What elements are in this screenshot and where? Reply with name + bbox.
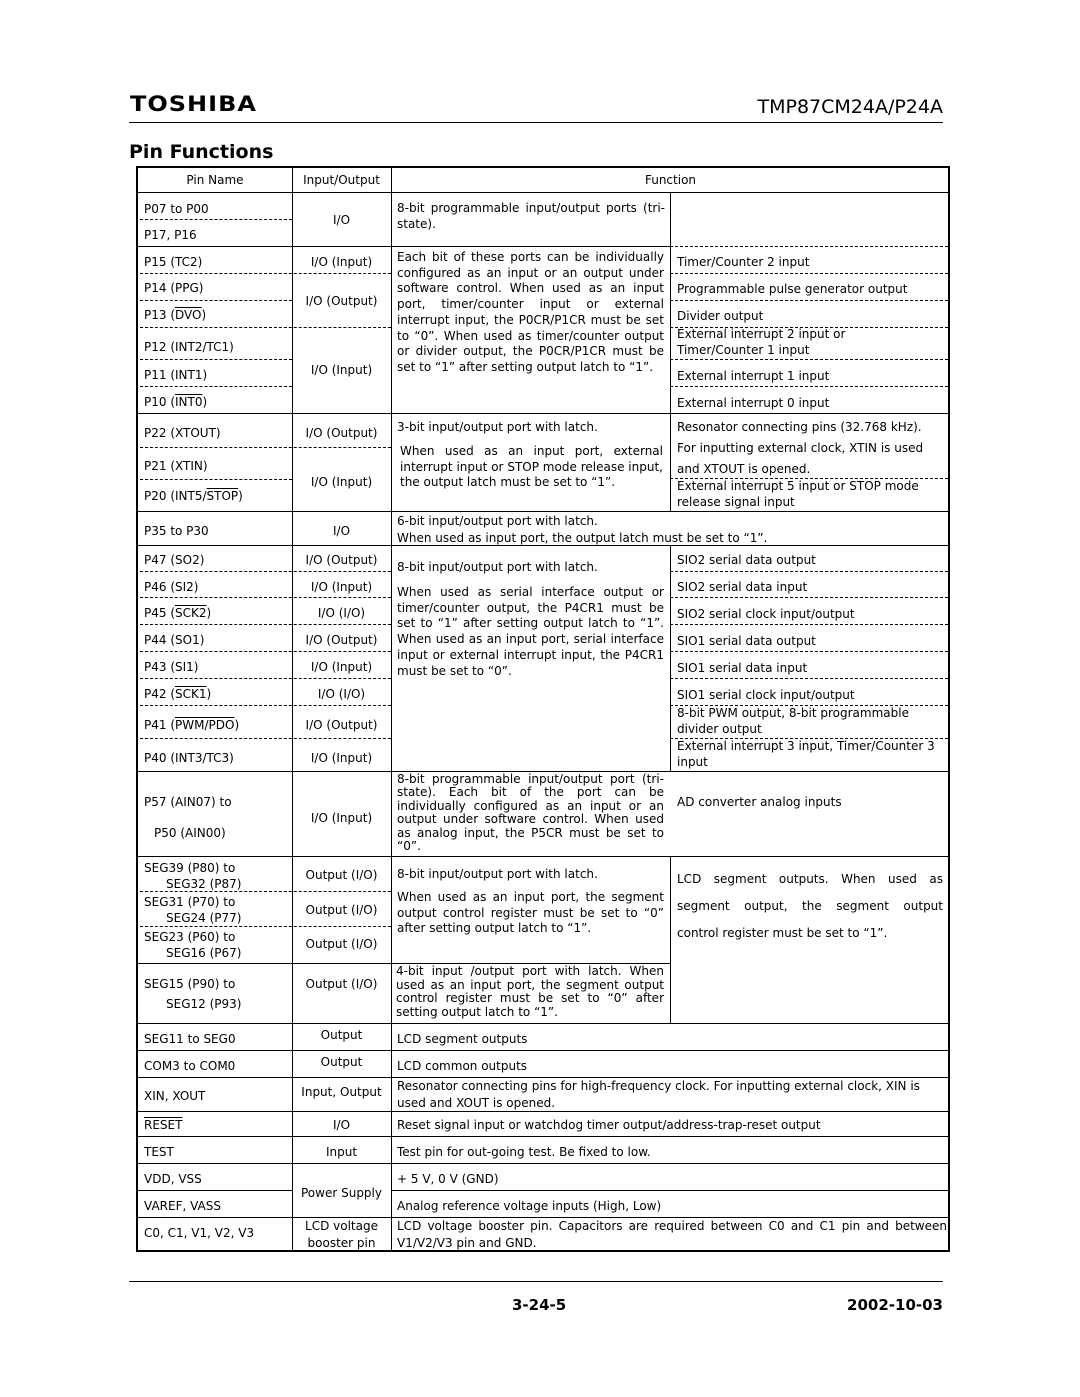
special-p21-b: and XTOUT is opened. (677, 462, 811, 476)
dash-rule (670, 597, 948, 598)
io-p41: I/O (Output) (305, 718, 378, 732)
dash-rule (670, 300, 948, 301)
pin-p12: P12 (INT2/TC1) (144, 340, 234, 354)
row-rule (138, 856, 948, 857)
pin-seg39: SEG39 (P80) to (144, 861, 236, 875)
sub-col-divider (670, 856, 671, 1024)
pin-test: TEST (144, 1145, 174, 1159)
dash-rule (140, 447, 391, 448)
io-p47: I/O (Output) (305, 553, 378, 567)
pin-p14: P14 (PPG) (144, 281, 204, 295)
function-p1: Each bit of these ports can be individually configured as an input or an output under software control. When used as an input port, timer/counter input or external interrupt input, the P0CR/P1CR must be set to “0”. When used as timer/counter output or divider output, the P0CR/P1CR must be set to “1” after setting output latch to “1”. (397, 250, 664, 374)
function-reset: Reset signal input or watchdog timer output/address-trap-reset output (397, 1118, 821, 1132)
special-p44: SIO1 serial data output (677, 634, 816, 648)
pin-c0: C0, C1, V1, V2, V3 (144, 1226, 255, 1240)
dash-rule (140, 327, 391, 328)
brand-logo: TOSHIBA (130, 91, 257, 117)
dash-rule (140, 926, 391, 927)
header-io: Input/Output (303, 173, 380, 187)
function-p4-b: When used as serial interface output or timer/counter output, the P4CR1 must be set to “1” after setting output latch to “1”. When used as an input port, serial interface input or external interrupt input, the P4CR1 must be set to “0”. (397, 585, 664, 678)
dash-rule (140, 359, 292, 360)
pin-p41: P41 (PWM/PDO) (144, 718, 240, 732)
dash-rule (670, 273, 948, 274)
io-seg23: Output (I/O) (305, 937, 378, 951)
io-p14: I/O (Output) (305, 294, 378, 308)
io-p45: I/O (I/O) (317, 606, 366, 620)
pin-com: COM3 to COM0 (144, 1059, 236, 1073)
pin-p20: P20 (INT5/STOP) (144, 489, 243, 503)
io-p40: I/O (Input) (310, 751, 373, 765)
dash-rule (140, 571, 391, 572)
special-p40: External interrupt 3 input, Timer/Counter 3 input (677, 739, 935, 769)
io-c0-b: booster pin (307, 1236, 376, 1250)
function-p4-a: 8-bit input/output port with latch. (397, 560, 598, 574)
io-p44: I/O (Output) (305, 633, 378, 647)
io-seg31: Output (I/O) (305, 903, 378, 917)
io-seg15: Output (I/O) (305, 977, 378, 991)
io-p42: I/O (I/O) (317, 687, 366, 701)
pin-p50: P50 (AIN00) (154, 826, 226, 840)
io-reset: I/O (332, 1118, 351, 1132)
row-rule (138, 1050, 948, 1051)
io-p3: I/O (332, 524, 351, 538)
special-p11: External interrupt 1 input (677, 369, 830, 383)
pin-p35: P35 to P30 (144, 524, 209, 538)
model-number: TMP87CM24A/P24A (757, 96, 943, 118)
dash-rule (670, 359, 948, 360)
io-p12: I/O (Input) (310, 363, 373, 377)
dash-rule (670, 571, 948, 572)
pin-seg12: SEG12 (P93) (166, 997, 242, 1011)
dash-rule (140, 891, 391, 892)
dash-rule (140, 386, 292, 387)
special-p15: Timer/Counter 2 input (677, 255, 810, 269)
section-title: Pin Functions (129, 141, 274, 163)
special-p45: SIO2 serial clock input/output (677, 607, 855, 621)
row-rule (391, 1190, 948, 1191)
io-p21: I/O (Input) (310, 475, 373, 489)
io-seg39: Output (I/O) (305, 868, 378, 882)
pin-seg16: SEG16 (P67) (166, 946, 242, 960)
pin-p07: P07 to P00 (144, 202, 209, 216)
io-xin: Input, Output (301, 1085, 382, 1099)
row-rule (138, 1136, 948, 1137)
footer-rule (129, 1281, 943, 1282)
function-vdd: + 5 V, 0 V (GND) (397, 1172, 499, 1186)
function-seg11: LCD segment outputs (397, 1032, 528, 1046)
header-function: Function (644, 173, 697, 187)
pin-p47: P47 (SO2) (144, 553, 205, 567)
io-p22: I/O (Output) (305, 426, 378, 440)
row-rule (138, 246, 670, 247)
dash-rule (140, 273, 391, 274)
function-test: Test pin for out-going test. Be fixed to low. (397, 1145, 651, 1159)
function-seg-b: When used as an input port, the segment output control register must be set to “0” after setting output latch to “1”. (397, 890, 664, 936)
dash-rule (140, 300, 292, 301)
special-p22: Resonator connecting pins (32.768 kHz). (677, 420, 922, 434)
pin-vdd: VDD, VSS (144, 1172, 202, 1186)
special-p46: SIO2 serial data input (677, 580, 808, 594)
io-c0-a: LCD voltage (305, 1219, 378, 1233)
dash-rule (140, 479, 292, 480)
pin-seg15: SEG15 (P90) to (144, 977, 236, 991)
dash-rule (140, 624, 391, 625)
special-p10: External interrupt 0 input (677, 396, 830, 410)
function-p2-b: When used as an input port, external interrupt input or STOP mode release input, the output latch must be set to “1”. (400, 444, 663, 490)
row-rule (138, 1111, 948, 1112)
dash-rule (140, 705, 391, 706)
io-p46: I/O (Input) (310, 580, 373, 594)
pin-seg31: SEG31 (P70) to (144, 895, 236, 909)
dash-rule (140, 678, 391, 679)
row-rule (138, 1190, 292, 1191)
dash-rule (670, 246, 948, 247)
special-p21-a: For inputting external clock, XTIN is used (677, 441, 924, 455)
pin-p43: P43 (SI1) (144, 660, 199, 674)
pin-p46: P46 (SI2) (144, 580, 199, 594)
header-rule (129, 122, 943, 123)
special-p14: Programmable pulse generator output (677, 282, 908, 296)
function-varef: Analog reference voltage inputs (High, Low) (397, 1199, 662, 1213)
special-p41: 8-bit PWM output, 8-bit programmable divider output (677, 706, 909, 736)
special-p13: Divider output (677, 309, 764, 323)
page-number: 3-24-5 (512, 1296, 567, 1314)
header-pin-name: Pin Name (186, 173, 244, 187)
pin-p57: P57 (AIN07) to (144, 795, 232, 809)
function-p3-b: When used as input port, the output latch must be set to “1”. (397, 531, 768, 545)
pin-p21: P21 (XTIN) (144, 459, 208, 473)
special-p42: SIO1 serial clock input/output (677, 688, 855, 702)
io-test: Input (325, 1145, 358, 1159)
function-c0: LCD voltage booster pin. Capacitors are required between C0 and C1 pin and between V1/V2/V3 pin and GND. (397, 1219, 947, 1250)
dash-rule (140, 651, 391, 652)
dash-rule (670, 386, 948, 387)
pin-p42: P42 (SCK1) (144, 687, 212, 701)
special-seg: LCD segment outputs. When used as segment output, the segment output control register must be set to “1”. (677, 872, 943, 940)
pin-functions-table (136, 166, 950, 1252)
dash-rule (140, 738, 391, 739)
pin-p11: P11 (INT1) (144, 368, 208, 382)
io-p0: I/O (332, 213, 351, 227)
function-p2-a: 3-bit input/output port with latch. (397, 420, 598, 434)
special-p12: External interrupt 2 input or Timer/Counter 1 input (677, 327, 846, 357)
io-p5: I/O (Input) (310, 811, 373, 825)
col-divider (391, 168, 392, 1250)
pin-seg32: SEG32 (P87) (166, 877, 242, 891)
function-seg-a: 8-bit input/output port with latch. (397, 867, 598, 881)
dash-rule (140, 597, 391, 598)
pin-p44: P44 (SO1) (144, 633, 205, 647)
io-com: Output (320, 1055, 363, 1069)
pin-varef: VAREF, VASS (144, 1199, 221, 1213)
pin-p22: P22 (XTOUT) (144, 426, 221, 440)
dash-rule (670, 678, 948, 679)
row-rule (138, 1023, 948, 1024)
special-p47: SIO2 serial data output (677, 553, 816, 567)
pin-p40: P40 (INT3/TC3) (144, 751, 234, 765)
io-power: Power Supply (301, 1186, 382, 1200)
pin-p10: P10 (INT0) (144, 395, 208, 409)
function-seg15: 4-bit input /output port with latch. When used as an input port, the segment output control register must be set to “0” after setting output latch to “1”. (396, 964, 664, 1019)
special-p5: AD converter analog inputs (677, 795, 842, 809)
function-xin: Resonator connecting pins for high-frequency clock. For inputting external clock, XIN is used and XOUT is opened. (397, 1079, 920, 1110)
function-p3-a: 6-bit input/output port with latch. (397, 514, 598, 528)
function-p0: 8-bit programmable input/output ports (tri-state). (397, 201, 665, 231)
sub-col-divider (670, 193, 671, 511)
special-p20: External interrupt 5 input or STOP mode release signal input (677, 479, 919, 509)
pin-seg24: SEG24 (P77) (166, 911, 242, 925)
function-p5: 8-bit programmable input/output port (tri-state). Each bit of the port can be individually configured as an input or an output under software control. When used as analog input, the P5CR must be set to “0”. (397, 772, 664, 854)
pin-seg23: SEG23 (P60) to (144, 930, 236, 944)
pin-p45: P45 (SCK2) (144, 606, 212, 620)
io-p43: I/O (Input) (310, 660, 373, 674)
row-rule (138, 545, 948, 546)
pin-p15: P15 (TC2) (144, 255, 203, 269)
pin-xin: XIN, XOUT (144, 1089, 206, 1103)
pin-p17: P17, P16 (144, 228, 197, 242)
dash-rule (670, 651, 948, 652)
row-rule (138, 413, 948, 414)
pin-reset: RESET (144, 1118, 183, 1132)
row-rule (138, 192, 948, 193)
row-rule (138, 511, 948, 512)
special-p43: SIO1 serial data input (677, 661, 808, 675)
document-date: 2002-10-03 (847, 1296, 943, 1314)
dash-rule (670, 624, 948, 625)
io-seg11: Output (320, 1028, 363, 1042)
io-p15: I/O (Input) (310, 255, 373, 269)
pin-seg11: SEG11 to SEG0 (144, 1032, 236, 1046)
pin-p13: P13 $(\overline{DVO})$ (144, 308, 207, 322)
function-com: LCD common outputs (397, 1059, 528, 1073)
row-rule (138, 1163, 948, 1164)
dash-rule (140, 219, 292, 220)
